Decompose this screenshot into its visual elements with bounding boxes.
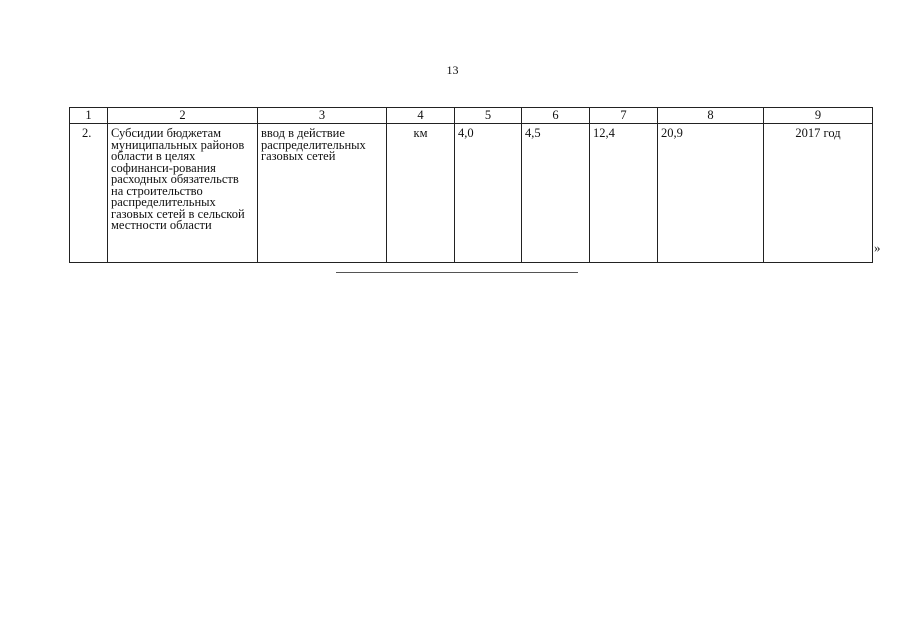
data-table: [69, 107, 873, 263]
value-cell-col5: 4,0: [455, 124, 522, 263]
value-cell-col6: 4,5: [522, 124, 590, 263]
measure-name-cell: Субсидии бюджетам муниципальных районов области в целях софинанси-рования расходных обязательств на строительство распределительных газовых сетей в сельской местности области: [108, 124, 258, 263]
year-cell: 2017 год: [764, 124, 873, 263]
column-header: 6: [522, 108, 590, 124]
column-header: 1: [70, 108, 108, 124]
column-header: 7: [590, 108, 658, 124]
footer-divider: [336, 272, 578, 273]
indicator-cell: ввод в действие распределительных газовых сетей: [258, 124, 387, 263]
column-header: 2: [108, 108, 258, 124]
table-header-row: [70, 108, 873, 124]
column-header: 8: [658, 108, 764, 124]
row-number-cell: 2.: [70, 124, 108, 263]
page-number: 13: [446, 63, 459, 77]
column-header: 3: [258, 108, 387, 124]
value-cell-col8: 20,9: [658, 124, 764, 263]
table-row: [70, 124, 873, 263]
value-cell-col7: 12,4: [590, 124, 658, 263]
column-header: 5: [455, 108, 522, 124]
column-header: 9: [764, 108, 873, 124]
closing-quote: »: [874, 240, 881, 255]
unit-cell: км: [387, 124, 455, 263]
column-header: 4: [387, 108, 455, 124]
